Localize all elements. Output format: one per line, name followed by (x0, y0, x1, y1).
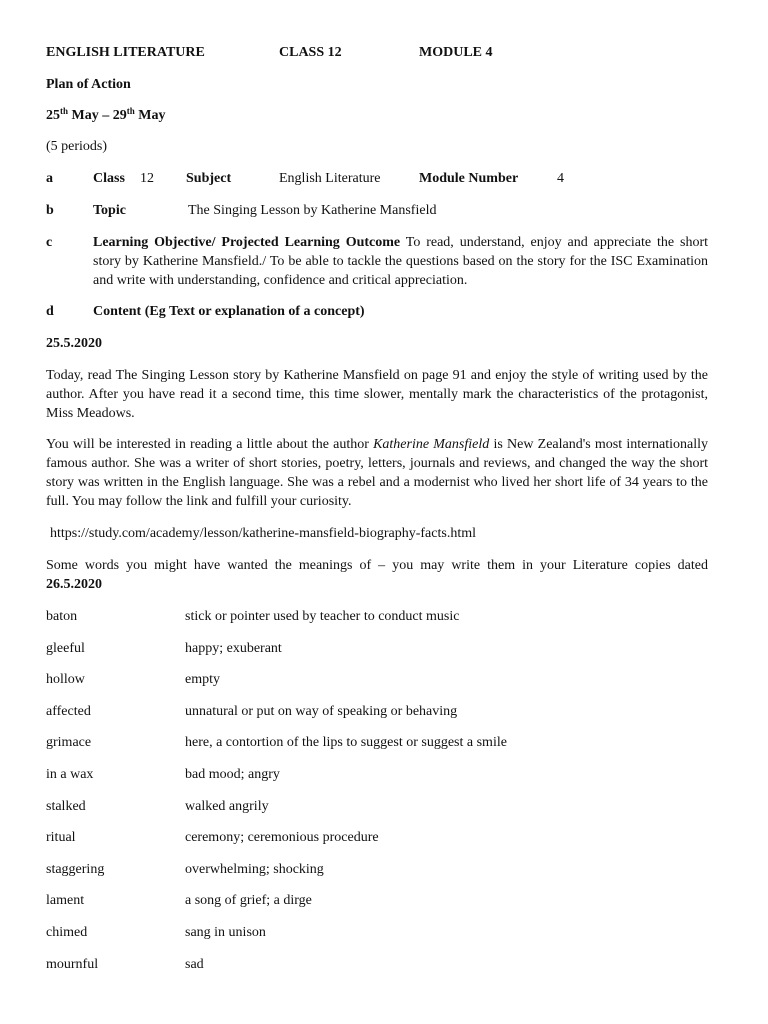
vocab-word: mournful (46, 957, 99, 972)
vocab-meaning: empty (185, 672, 220, 687)
module-label: Module Number (419, 171, 519, 186)
learning-objective (93, 233, 708, 290)
item-letter-b: b (46, 203, 54, 218)
topic-label: Topic (93, 203, 126, 218)
vocab-meaning: walked angrily (185, 799, 269, 814)
vocab-meaning: unnatural or put on way of speaking or behaving (185, 704, 458, 719)
author-bio-after: is New Zealand's most internationally famous author. She was a writer of short stories, poetry, letters, journals and reviews, and changed the way the short story was written in the English language. She was a rebel and a modernist who lived her short life of 34 years to the full. You may follow the link and fulfill your curiosity. (46, 437, 708, 509)
subject-value: English Literature (279, 171, 381, 186)
objective-text: To read, understand, enjoy and appreciate the short story by Katherine Mansfield./ To be able to tackle the questions based on the story for the ISC Examination and write with understanding, confidence and critical appreciation. (93, 235, 708, 288)
vocab-meaning: sad (185, 957, 204, 972)
vocab-word: in a wax (46, 767, 94, 782)
date-end-sup: th (126, 106, 135, 116)
header-subject: ENGLISH LITERATURE (46, 45, 205, 60)
date-start-sup: th (60, 106, 69, 116)
item-letter-d: d (46, 304, 54, 319)
header-class: CLASS 12 (279, 45, 342, 60)
vocab-meaning: happy; exuberant (185, 641, 282, 656)
vocab-word: baton (46, 609, 78, 624)
date-start-day: 25 (46, 108, 60, 123)
header-module: MODULE 4 (419, 45, 493, 60)
vocab-meaning: stick or pointer used by teacher to conduct music (185, 609, 460, 624)
vocab-word: gleeful (46, 641, 85, 656)
subject-label: Subject (186, 171, 232, 186)
vocab-word: stalked (46, 799, 86, 814)
module-value: 4 (557, 171, 564, 186)
vocab-meaning: bad mood; angry (185, 767, 280, 782)
paragraph-author-bio (46, 435, 708, 511)
vocab-meaning: sang in unison (185, 925, 266, 940)
vocab-meaning: a song of grief; a dirge (185, 893, 312, 908)
biography-link[interactable]: https://study.com/academy/lesson/katherine-mansfield-biography-facts.html (50, 526, 476, 541)
vocab-word: staggering (46, 862, 105, 877)
vocab-word: ritual (46, 830, 76, 845)
author-bio-before: You will be interested in reading a little about the author (46, 437, 374, 452)
content-label: Content (Eg Text or explanation of a concept) (93, 304, 365, 319)
vocab-word: chimed (46, 925, 88, 940)
vocab-meaning: here, a contortion of the lips to suggest or suggest a smile (185, 735, 507, 750)
date-range (46, 106, 165, 125)
vocab-word: lament (46, 893, 85, 908)
date-start-rest: May – 29 (68, 108, 127, 123)
vocab-word: hollow (46, 672, 85, 687)
periods-note: (5 periods) (46, 139, 108, 154)
item-letter-a: a (46, 171, 53, 186)
class-value: 12 (140, 171, 154, 186)
author-name: Katherine Mansfield (373, 437, 490, 452)
vocab-meaning: overwhelming; shocking (185, 862, 324, 877)
vocab-meaning: ceremony; ceremonious procedure (185, 830, 379, 845)
vocab-word: grimace (46, 735, 92, 750)
class-label: Class (93, 171, 125, 186)
plan-title: Plan of Action (46, 77, 131, 92)
date-end-rest: May (134, 108, 166, 123)
objective-label: Learning Objective/ Projected Learning Outcome (93, 235, 401, 250)
item-letter-c: c (46, 235, 53, 250)
paragraph-vocab-intro: Some words you might have wanted the meanings of – you may write them in your Literature copies dated (46, 558, 708, 573)
vocab-word: affected (46, 704, 91, 719)
date-heading-1: 25.5.2020 (46, 336, 102, 351)
paragraph-reading-task: Today, read The Singing Lesson story by Katherine Mansfield on page 91 and enjoy the style of writing used by the author. After you have read it a second time, this time slower, mentally mark the characteristics of the protagonist, Miss Meadows. (46, 368, 708, 421)
topic-value: The Singing Lesson by Katherine Mansfield (188, 203, 437, 218)
date-heading-2: 26.5.2020 (46, 577, 102, 592)
